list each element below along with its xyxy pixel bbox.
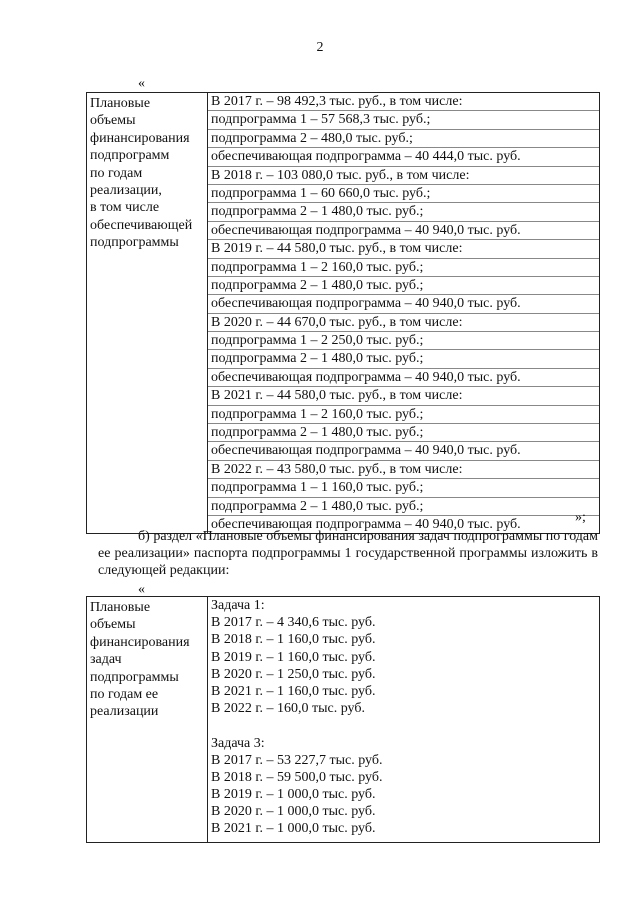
financing-line: В 2022 г. – 160,0 тыс. руб. bbox=[211, 701, 365, 717]
left-label-line: задач bbox=[90, 652, 122, 668]
table1-right-cell bbox=[208, 93, 600, 534]
left-label-line: в том числе bbox=[90, 200, 160, 216]
financing-line: В 2020 г. – 1 250,0 тыс. руб. bbox=[211, 666, 376, 682]
financing-line: подпрограмма 2 – 1 480,0 тыс. руб.; bbox=[208, 498, 599, 516]
financing-line: обеспечивающая подпрограмма – 40 940,0 тыс. руб. bbox=[208, 222, 599, 240]
table2-left-cell bbox=[87, 597, 208, 843]
left-label-line: подпрограммы bbox=[90, 669, 179, 685]
financing-line: обеспечивающая подпрограмма – 40 940,0 тыс. руб. bbox=[208, 369, 599, 387]
financing-line: подпрограмма 2 – 1 480,0 тыс. руб.; bbox=[208, 203, 599, 221]
financing-line: В 2017 г. – 4 340,6 тыс. руб. bbox=[211, 615, 376, 631]
left-label-line: объемы bbox=[90, 617, 136, 633]
financing-line bbox=[208, 717, 599, 734]
financing-line: В 2018 г. – 103 080,0 тыс. руб., в том числе: bbox=[208, 167, 599, 185]
financing-line: обеспечивающая подпрограмма – 40 940,0 тыс. руб. bbox=[208, 295, 599, 313]
financing-line: обеспечивающая подпрограмма – 40 940,0 тыс. руб. bbox=[211, 516, 521, 532]
table2-right-cell bbox=[208, 597, 600, 843]
financing-line: В 2018 г. – 59 500,0 тыс. руб. bbox=[211, 769, 383, 785]
left-label-line: реализации bbox=[90, 704, 159, 720]
financing-line: подпрограмма 1 – 57 568,3 тыс. руб.; bbox=[208, 111, 599, 129]
financing-line: В 2020 г. – 1 000,0 тыс. руб. bbox=[211, 804, 376, 820]
financing-line: В 2020 г. – 44 670,0 тыс. руб., в том числе: bbox=[208, 314, 599, 332]
financing-line: В 2017 г. – 53 227,7 тыс. руб. bbox=[211, 752, 383, 768]
financing-line: подпрограмма 2 – 480,0 тыс. руб.; bbox=[208, 130, 599, 148]
financing-line: Задача 1: bbox=[211, 598, 265, 613]
left-label-line: по годам bbox=[90, 165, 143, 181]
table1-left-cell bbox=[87, 93, 208, 534]
opening-quote: « bbox=[138, 76, 145, 91]
financing-line: В 2019 г. – 1 160,0 тыс. руб. bbox=[211, 649, 376, 665]
left-label-line: подпрограммы bbox=[90, 235, 179, 251]
left-label-line: объемы bbox=[90, 113, 136, 129]
amendment-paragraph: б) раздел «Плановые объемы финансирования задач подпрограммы по годам ее реализации» паспорта подпрограммы 1 государственной программы изложить в следующей редакции: bbox=[98, 529, 598, 578]
financing-line: подпрограмма 2 – 1 480,0 тыс. руб.; bbox=[208, 350, 599, 368]
financing-line: подпрограмма 1 – 60 660,0 тыс. руб.; bbox=[208, 185, 599, 203]
closing-quote: »; bbox=[575, 510, 586, 525]
left-label-line: реализации, bbox=[90, 183, 162, 199]
financing-line: подпрограмма 2 – 1 480,0 тыс. руб.; bbox=[208, 424, 599, 442]
page-number: 2 bbox=[316, 40, 324, 55]
financing-table-tasks bbox=[86, 596, 600, 843]
financing-line: Задача 3: bbox=[211, 735, 265, 751]
financing-line: В 2018 г. – 1 160,0 тыс. руб. bbox=[211, 632, 376, 648]
financing-table-subprograms bbox=[86, 92, 600, 534]
financing-line: В 2022 г. – 43 580,0 тыс. руб., в том числе: bbox=[208, 461, 599, 479]
financing-line: подпрограмма 1 – 2 250,0 тыс. руб.; bbox=[208, 332, 599, 350]
financing-line: В 2021 г. – 44 580,0 тыс. руб., в том числе: bbox=[208, 387, 599, 405]
financing-line: обеспечивающая подпрограмма – 40 444,0 тыс. руб. bbox=[208, 148, 599, 166]
financing-line: В 2021 г. – 1 000,0 тыс. руб. bbox=[211, 821, 376, 837]
financing-line: В 2019 г. – 44 580,0 тыс. руб., в том числе: bbox=[208, 240, 599, 258]
left-label-line: подпрограмм bbox=[90, 148, 170, 164]
financing-line: подпрограмма 1 – 2 160,0 тыс. руб.; bbox=[208, 406, 599, 424]
left-label-line: финансирования bbox=[90, 130, 190, 146]
left-label-line: по годам ее bbox=[90, 687, 159, 703]
opening-quote-2: « bbox=[138, 582, 145, 597]
financing-line: обеспечивающая подпрограмма – 40 940,0 тыс. руб. bbox=[208, 442, 599, 460]
financing-line: подпрограмма 2 – 1 480,0 тыс. руб.; bbox=[208, 277, 599, 295]
financing-line: В 2021 г. – 1 160,0 тыс. руб. bbox=[211, 683, 376, 699]
left-label-line: обеспечивающей bbox=[90, 217, 193, 233]
left-label-line: финансирования bbox=[90, 634, 190, 650]
left-label-line: Плановые bbox=[90, 96, 151, 111]
financing-line: подпрограмма 1 – 1 160,0 тыс. руб.; bbox=[208, 479, 599, 497]
left-label-line: Плановые bbox=[90, 600, 151, 615]
financing-line: В 2017 г. – 98 492,3 тыс. руб., в том числе: bbox=[208, 93, 599, 111]
financing-line: В 2019 г. – 1 000,0 тыс. руб. bbox=[211, 787, 376, 803]
financing-line: подпрограмма 1 – 2 160,0 тыс. руб.; bbox=[208, 259, 599, 277]
